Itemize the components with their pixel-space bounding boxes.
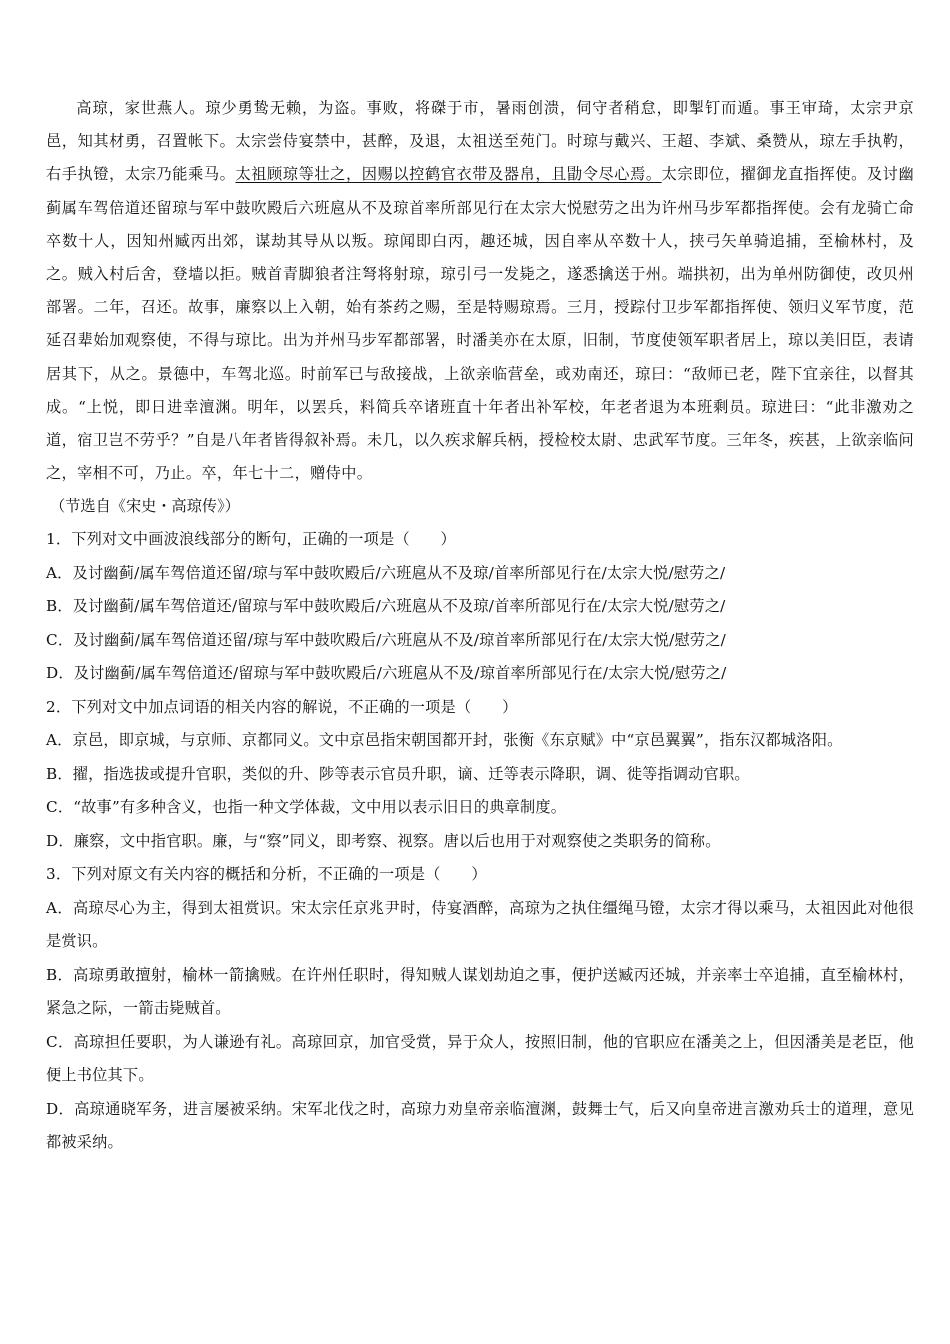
question-stem: 3．下列对原文有关内容的概括和分析，不正确的一项是（ ）	[46, 865, 487, 884]
option-c: C．高琼担任要职，为人谦逊有礼。高琼回京，加官受赏，异于众人，按照旧制，他的官职应在潘美之上，但因潘美是老臣，他便上书位其下。	[46, 1032, 914, 1085]
passage-text-part2: 太宗即位，擢御龙直指挥使。及讨幽蓟属车驾倍道还留琼与军中鼓吹殿后六班扈从不及琼首率所部见行在太宗大悦慰劳之出为许州马步军都指挥使。会有龙骑亡命卒数十人，因知州臧丙出郊，谋劫其导从以叛。琼闻即白丙，趣还城，因自率从卒数十人，挟弓矢单骑追捕，至榆林村，及之。贼入村后舍，登墙以拒。贼首青脚狼者注弩将射琼，琼引弓一发毙之，遂悉擒送于州。端拱初，出为单州防御使，改贝州部署。二年，召还。故事，廉察以上入朝，始有茶药之赐，至是特赐琼焉。三月，授踪付卫步军都指挥使、领归义军节度，范延召辈始加观察使，不得与琼比。出为并州马步军都部署，时潘美亦在太原，旧制，节度使领军职者居上，琼以美旧臣，表请居其下，从之。景德中，车驾北巡。时前军已与敌接战，上欲亲临营垒，或劝南还，琼曰：“敌师已老，陛下宜亲往，以督其成。“上悦，即日进幸澶渊。明年，以罢兵，料简兵卒诸班直十年者出补军校，年老者退为本班剩员。琼进曰：“此非激劝之道，宿卫岂不劳乎？”自是八年者皆得叙补焉。未几，以久疾求解兵柄，授检校太尉、忠武军节度。三年冬，疾甚，上欲亲临问之，宰相不可，乃止。卒，年七十二，赠侍中。	[46, 165, 915, 483]
option-b: B．及讨幽蓟/属车驾倍道还/留琼与军中鼓吹殿后/六班扈从不及琼/首率所部见行在/太宗大悦/慰劳之/	[46, 597, 726, 616]
option-c: C．及讨幽蓟/属车驾倍道还留/琼与军中鼓吹殿后/六班扈从不及/琼首率所部见行在/太宗大悦/慰劳之/	[46, 630, 726, 649]
passage-underlined-sentence: 太祖顾琼等壮之，因赐以控鹤官衣带及器帛，且勖令尽心焉。	[235, 165, 662, 184]
classical-passage	[46, 92, 914, 490]
question-3	[46, 858, 914, 1160]
option-a: A．京邑，即京城，与京师、京都同义。文中京邑指宋朝国都开封，张衡《东京赋》中“京邑翼翼”，指东汉都城洛阳。	[46, 731, 843, 750]
option-b: B．擢，指选拔或提升官职，类似的升、陟等表示官员升职，谪、迁等表示降职，调、徙等指调动官职。	[46, 764, 750, 783]
option-a: A．高琼尽心为主，得到太祖赏识。宋太宗任京兆尹时，侍宴酒醉，高琼为之执住缰绳马镫，太宗才得以乘马，太祖因此对他很是赏识。	[46, 898, 914, 951]
option-d: D．廉察，文中指官职。廉，与“察”同义，即考察、视察。唐以后也用于对观察使之类职务的简称。	[46, 831, 721, 850]
passage-text-part1: 高琼，家世燕人。琼少勇鸷无赖，为盗。事败，将磔于市，暑雨创溃，伺守者稍怠，即掣钉而遁。事王审琦，太宗尹京邑，知其材勇，召置帐下。太宗尝侍宴禁中，甚醉，及退，太祖送至苑门。时琼与戴兴、王超、李斌、桑赞从，琼左手执靮，右手执镫，太宗乃能乘马。	[46, 99, 914, 184]
option-c: C．“故事”有多种含义，也指一种文学体裁，文中用以表示旧日的典章制度。	[46, 798, 567, 817]
document-page	[46, 92, 914, 1160]
question-2	[46, 691, 914, 859]
passage-source: （节选自《宋史・高琼传》）	[50, 497, 240, 516]
option-d: D．及讨幽蓟/属车驾倍道还/留琼与军中鼓吹殿后/六班扈从不及/琼首率所部见行在/太宗大悦/慰劳之/	[46, 664, 727, 683]
question-stem: 2．下列对文中加点词语的相关内容的解说，不正确的一项是（ ）	[46, 697, 518, 716]
option-d: D．高琼通晓军务，进言屡被采纳。宋军北伐之时，高琼力劝皇帝亲临澶渊，鼓舞士气，后又向皇帝进言激劝兵士的道理，意见都被采纳。	[46, 1099, 914, 1152]
question-1	[46, 523, 914, 691]
option-a: A．及讨幽蓟/属车驾倍道还留/琼与军中鼓吹殿后/六班扈从不及琼/首率所部见行在/太宗大悦/慰劳之/	[46, 563, 726, 582]
question-stem: 1．下列对文中画波浪线部分的断句，正确的一项是（ ）	[46, 530, 456, 549]
option-b: B．高琼勇敢擅射，榆林一箭擒贼。在许州任职时，得知贼人谋划劫迫之事，便护送臧丙还城，并亲率士卒追捕，直至榆林村，紧急之际，一箭击毙贼首。	[46, 965, 914, 1018]
